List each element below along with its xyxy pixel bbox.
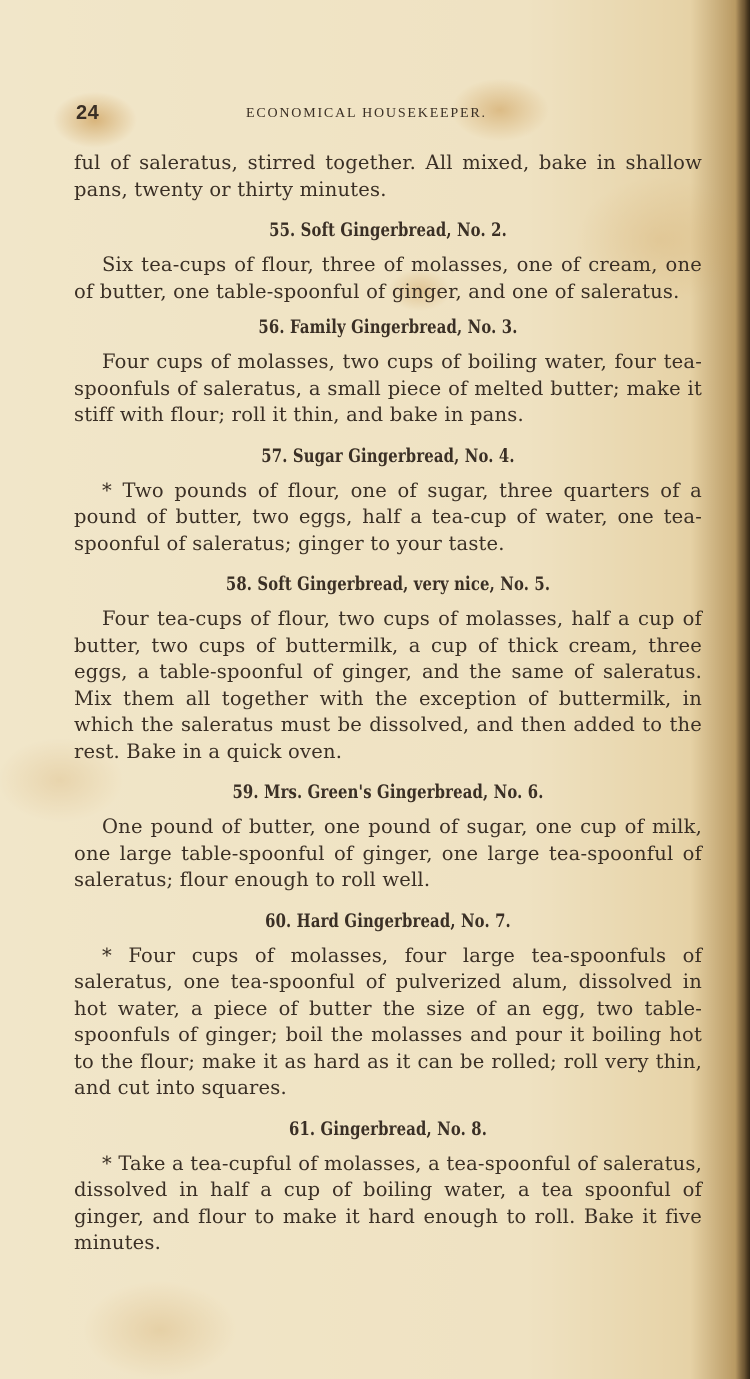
running-title: ECONOMICAL HOUSEKEEPER. <box>246 106 487 121</box>
recipe-body-59: One pound of butter, one pound of sugar, one cup of milk, one large table-spoonful of ginger, one large tea-spoonful of saleratus; flour enough to roll well. <box>74 815 702 891</box>
recipe-body-60: * Four cups of molasses, four large tea-spoonfuls of saleratus, one tea-spoonful of pulverized alum, dissolved in hot water, a piece of butter the size of an egg, two table-spoonfuls of ginger; boil the molasses and pour it boiling hot to the flour; make it as hard as it can be rolled; roll very thin, and cut into squares. <box>74 943 702 1099</box>
recipe-heading-55: 55. Soft Gingerbread, No. 2. <box>269 219 507 241</box>
recipe-heading-58: 58. Soft Gingerbread, very nice, No. 5. <box>225 573 551 595</box>
recipe-heading-59: 59. Mrs. Green's Gingerbread, No. 6. <box>232 781 544 803</box>
recipe-body-58: Four tea-cups of flour, two cups of molasses, half a cup of butter, two cups of buttermilk, a cup of thick cream, three eggs, a table-spoonful of ginger, and the same of saleratus. Mix them all together with the exception of buttermilk, in which the saleratus must be dissolved, and then added to the rest. Bake in a quick oven. <box>74 607 702 763</box>
recipe-body-61: * Take a tea-cupful of molasses, a tea-spoonful of saleratus, dissolved in half a cup of boiling water, a tea spoonful of ginger, and flour to make it hard enough to roll. Bake it five minutes. <box>74 1151 702 1254</box>
recipe-heading-57: 57. Sugar Gingerbread, No. 4. <box>261 444 515 467</box>
page-number: 24 <box>76 102 100 124</box>
recipe-heading-61: 61. Gingerbread, No. 8. <box>288 1117 488 1140</box>
recipe-body-55: Six tea-cups of flour, three of molasses, one of cream, one of butter, one table-spoonful of ginger, and one of saleratus. <box>74 253 702 303</box>
page-header <box>76 102 704 128</box>
recipe-heading-60: 60. Hard Gingerbread, No. 7. <box>265 909 511 932</box>
recipe-heading-56: 56. Family Gingerbread, No. 3. <box>258 316 518 338</box>
recipe-body-56: Four cups of molasses, two cups of boiling water, four tea-spoonfuls of saleratus, a small piece of melted butter; make it stiff with flour; roll it thin, and bake in pans. <box>74 350 702 426</box>
page-edge-shadow <box>736 0 750 1379</box>
page-content <box>74 150 702 1257</box>
recipe-body-57: * Two pounds of flour, one of sugar, three quarters of a pound of butter, two eggs, half a tea-cup of water, one tea-spoonful of saleratus; ginger to your taste. <box>74 478 702 555</box>
continuation-text: ful of saleratus, stirred together. All mixed, bake in shallow pans, twenty or thirty minutes. <box>74 151 702 201</box>
